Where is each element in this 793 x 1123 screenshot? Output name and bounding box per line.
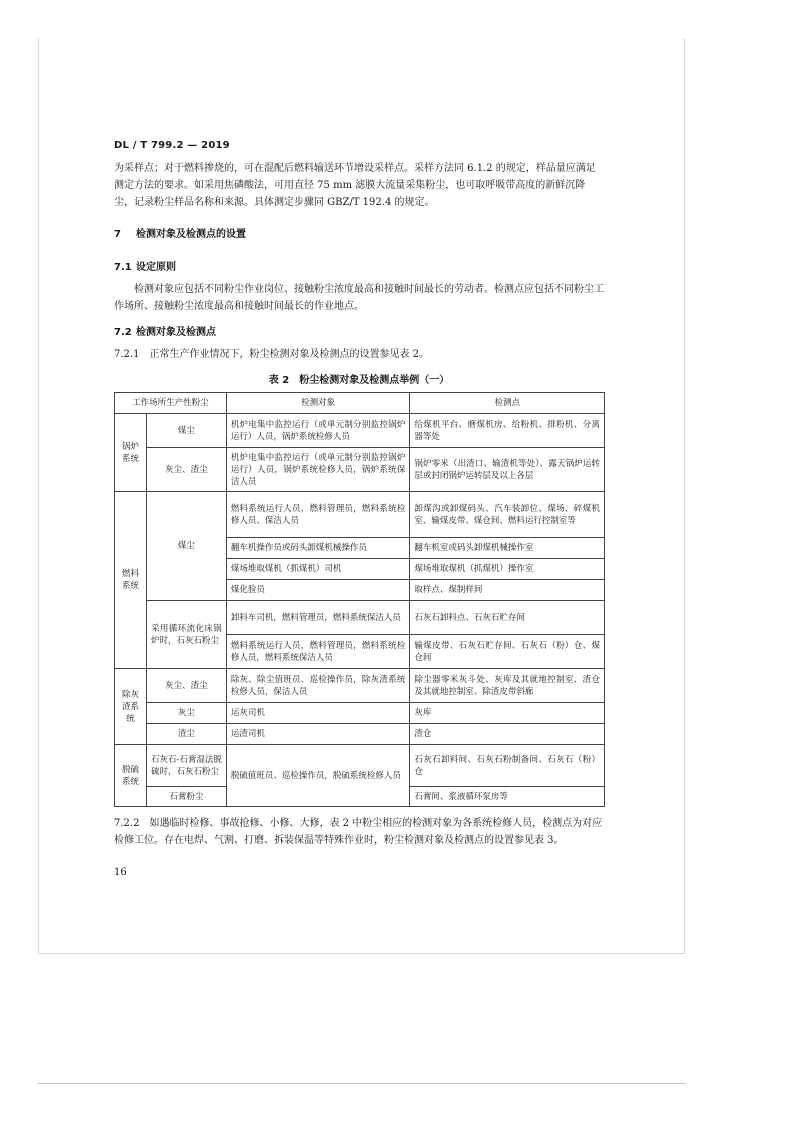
- document-header: DL / T 799.2 — 2019: [114, 140, 230, 151]
- table-row: [115, 601, 605, 635]
- clause-number: 7.2.2: [114, 818, 140, 829]
- section-7-2-heading: [114, 323, 604, 338]
- detection-point-cell: 翻车机室或码头卸煤机械操作室: [410, 538, 605, 559]
- intro-paragraph: 为采样点；对于燃料掺烧的，可在混配后燃料输送环节增设采样点。采样方法同 6.1.2 的规定，样品量应满足测定方法的要求。如采用焦磷酸法，可用直径 75 mm 滤膜大流量采集粉尘，也可取呼吸带高度的新鲜沉降尘，记录粉尘样品名称和来源。具体测定步骤同 GBZ/T 192.4 的规定。: [114, 163, 596, 208]
- document-body: [114, 140, 604, 878]
- detection-object-cell: 除灰、除尘值班员、巡检操作员，除灰渣系统检修人员，保洁人员: [226, 669, 410, 703]
- clause-number: 7.2.1: [114, 349, 140, 360]
- detection-point-cell: 给煤机平台、磨煤机房、给粉机、排粉机、分离器等处: [410, 414, 605, 448]
- table-row: [115, 448, 605, 492]
- detection-object-cell: 翻车机操作员或码头卸煤机械操作员: [226, 538, 410, 559]
- system-group-cell: 脱硫系统: [115, 745, 147, 807]
- table-row: [115, 703, 605, 724]
- detection-point-cell: 石膏间、浆液循环泵房等: [410, 787, 605, 807]
- detection-point-cell: 石灰石卸料间、石灰石粉制备间、石灰石（粉）仓: [410, 745, 605, 787]
- detection-object-cell: 燃料系统运行人员，燃料管理员，燃料系统检修人员、保洁人员: [226, 492, 410, 538]
- dust-type-cell: 采用循环流化床锅炉时，石灰石粉尘: [146, 601, 226, 669]
- section-title: 检测对象及检测点的设置: [136, 229, 246, 240]
- detection-object-cell: 煤场堆取煤机（抓煤机）司机: [226, 559, 410, 580]
- detection-object-cell: 运渣司机: [226, 724, 410, 745]
- detection-point-cell: 输煤皮带、石灰石贮存间、石灰石（粉）仓、煤仓间: [410, 635, 605, 669]
- table-caption: 表 2 粉尘检测对象及检测点举例（一）: [268, 375, 450, 386]
- detection-point-cell: 取样点、煤制样间: [410, 580, 605, 601]
- principle-paragraph: 检测对象应包括不同粉尘作业岗位、接触粉尘浓度最高和接触时间最长的劳动者。检测点应包括不同粉尘工作场所、接触粉尘浓度最高和接触时间最长的作业地点。: [114, 284, 604, 312]
- clause-text: 如遇临时检修、事故抢修、小修、大修，表 2 中粉尘相应的检测对象为各系统检修人员，检测点为对应检修工位。存在电焊、气割、打磨、拆装保温等特殊作业时，粉尘检测对象及检测点的设置参见表 3。: [114, 818, 603, 846]
- system-group-cell: 锅炉系统: [115, 414, 147, 492]
- detection-object-cell: 脱硫值班员、巡检操作员，脱硫系统检修人员: [226, 745, 410, 807]
- table-row: [115, 745, 605, 787]
- detection-point-cell: 除尘器零米灰斗处、灰库及其就地控制室、渣仓及其就地控制室、除渣皮带斜廊: [410, 669, 605, 703]
- dust-type-cell: 煤尘: [146, 414, 226, 448]
- dust-type-cell: 石灰石-石膏湿法脱硫时，石灰石粉尘: [146, 745, 226, 787]
- detection-object-cell: 燃料系统运行人员，燃料管理员，燃料系统检修人员，燃料系统保洁人员: [226, 635, 410, 669]
- system-group-cell: 除灰渣系统: [115, 669, 147, 745]
- detection-point-cell: 渣仓: [410, 724, 605, 745]
- section-number: 7: [114, 229, 121, 240]
- dust-type-cell: 煤尘: [146, 492, 226, 601]
- dust-type-cell: 灰尘: [146, 703, 226, 724]
- column-header: 检测点: [410, 393, 605, 414]
- detection-point-cell: 煤场堆取煤机（抓煤机）操作室: [410, 559, 605, 580]
- detection-point-cell: 卸煤沟或卸煤码头、汽车装卸位、煤场、碎煤机室、输煤皮带、煤仓间、燃料运行控制室等: [410, 492, 605, 538]
- page-edge-left: [38, 38, 39, 953]
- page-edge-bottom: [38, 953, 685, 954]
- section-7-1-heading: [114, 258, 604, 273]
- system-group-cell: 燃料系统: [115, 492, 147, 669]
- table-row: [115, 669, 605, 703]
- section-title: 检测对象及检测点: [136, 327, 216, 338]
- detection-object-cell: 机炉电集中监控运行（或单元制分别监控锅炉运行）人员，锅炉系统检修人员: [226, 414, 410, 448]
- dust-type-cell: 渣尘: [146, 724, 226, 745]
- dust-type-cell: 石膏粉尘: [146, 787, 226, 807]
- detection-point-cell: 锅炉零米（出渣口、输渣机等处）、露天锅炉运转层或封闭锅炉运转层及以上各层: [410, 448, 605, 492]
- detection-point-cell: 石灰石卸料点、石灰石贮存间: [410, 601, 605, 635]
- page-edge-right: [684, 38, 685, 953]
- clause-text: 正常生产作业情况下，粉尘检测对象及检测点的设置参见表 2。: [149, 349, 429, 360]
- table-header-row: [115, 393, 605, 414]
- clause-7-2-2: [114, 815, 604, 849]
- section-number: 7.2: [114, 327, 132, 338]
- dust-type-cell: 灰尘、渣尘: [146, 448, 226, 492]
- dust-detection-table: [114, 392, 605, 807]
- table-row: [115, 492, 605, 538]
- table-row: [115, 724, 605, 745]
- section-number: 7.1: [114, 262, 132, 273]
- page-number: 16: [114, 867, 127, 878]
- column-header: 工作场所生产性粉尘: [115, 393, 227, 414]
- detection-object-cell: 煤化验员: [226, 580, 410, 601]
- table-row: [115, 414, 605, 448]
- section-title: 设定原则: [136, 262, 176, 273]
- bottom-rule: [38, 1083, 685, 1084]
- detection-object-cell: 运灰司机: [226, 703, 410, 724]
- detection-object-cell: 机炉电集中监控运行（或单元制分别监控锅炉运行）人员，锅炉系统检修人员，锅炉系统保洁人员: [226, 448, 410, 492]
- dust-type-cell: 灰尘、渣尘: [146, 669, 226, 703]
- column-header: 检测对象: [226, 393, 410, 414]
- section-7-heading: [114, 225, 604, 240]
- clause-7-2-1: [114, 346, 604, 363]
- detection-object-cell: 卸料车司机，燃料管理员，燃料系统保洁人员: [226, 601, 410, 635]
- detection-point-cell: 灰库: [410, 703, 605, 724]
